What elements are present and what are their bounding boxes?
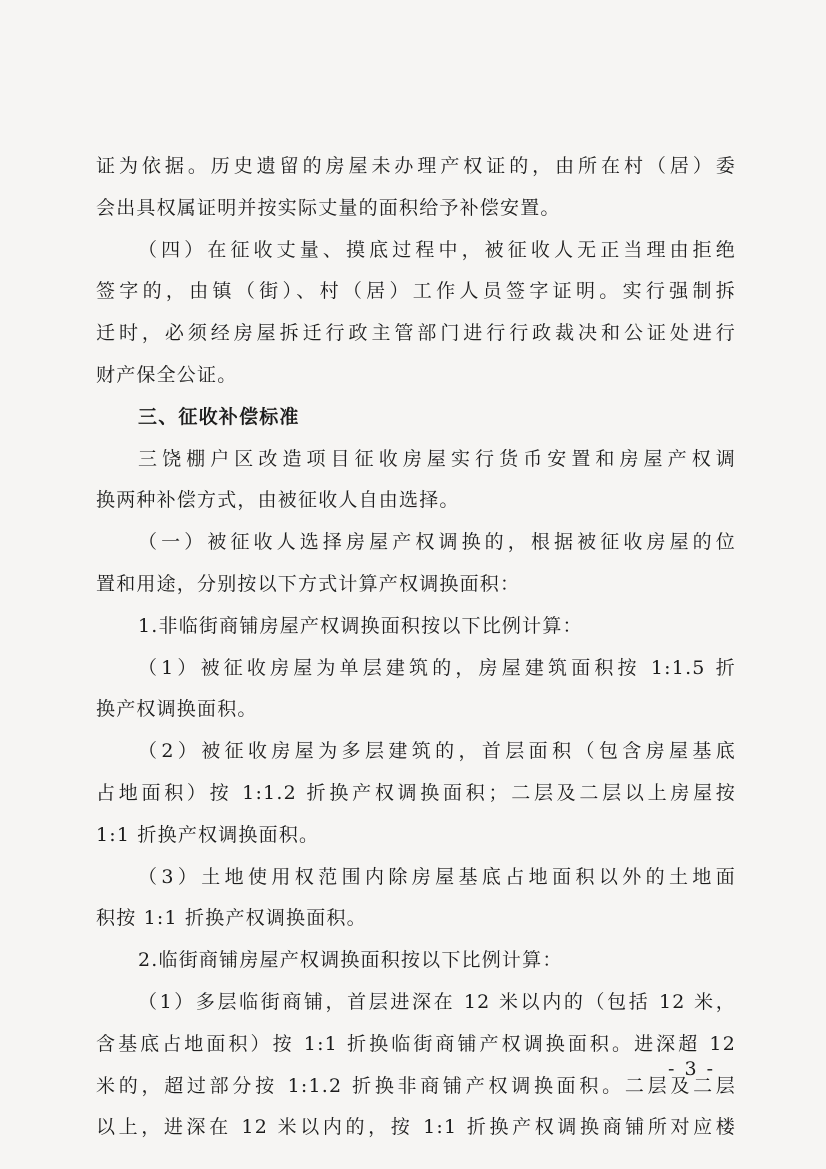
text-line: （一）被征收人选择房屋产权调换的，根据被征收房屋的位 bbox=[138, 531, 736, 554]
text-line: 证为依据。历史遗留的房屋未办理产权证的，由所在村（居）委 bbox=[96, 155, 736, 177]
text-line: 三饶棚户区改造项目征收房屋实行货币安置和房屋产权调 bbox=[138, 447, 736, 470]
text-line: 换产权调换面积。 bbox=[96, 698, 258, 721]
body-text bbox=[96, 146, 736, 1149]
page-number: - 3 - bbox=[668, 1058, 716, 1080]
text-line: 1:1 折换产权调换面积。 bbox=[96, 823, 320, 846]
text-line: （1）被征收房屋为单层建筑的，房屋建筑面积按 1:1.5 折 bbox=[138, 656, 736, 679]
text-line: 会出具权属证明并按实际丈量的面积给予补偿安置。 bbox=[96, 196, 561, 219]
text-line: 以上，进深在 12 米以内的，按 1:1 折换产权调换商铺所对应楼 bbox=[96, 1116, 736, 1139]
text-line: 签字的，由镇（街）、村（居）工作人员签字证明。实行强制拆 bbox=[96, 280, 736, 303]
text-line: 占地面积）按 1:1.2 折换产权调换面积；二层及二层以上房屋按 bbox=[96, 781, 736, 804]
text-line: （四）在征收丈量、摸底过程中，被征收人无正当理由拒绝 bbox=[138, 238, 736, 261]
text-line: 换两种补偿方式，由被征收人自由选择。 bbox=[96, 489, 460, 512]
text-line: 财产保全公证。 bbox=[96, 363, 238, 386]
text-line: 含基底占地面积）按 1:1 折换临街商铺产权调换面积。进深超 12 bbox=[96, 1032, 736, 1055]
text-line: （2）被征收房屋为多层建筑的，首层面积（包含房屋基底 bbox=[138, 740, 736, 763]
text-line: 置和用途，分别按以下方式计算产权调换面积： bbox=[96, 572, 521, 595]
text-line: 米的，超过部分按 1:1.2 折换非商铺产权调换面积。二层及二层 bbox=[96, 1074, 736, 1097]
text-line: 积按 1:1 折换产权调换面积。 bbox=[96, 907, 367, 930]
text-line: 2.临街商铺房屋产权调换面积按以下比例计算： bbox=[138, 949, 563, 972]
section-heading: 三、征收补偿标准 bbox=[138, 405, 300, 428]
text-line: （1）多层临街商铺，首层进深在 12 米以内的（包括 12 米， bbox=[138, 990, 736, 1013]
text-line: 迁时，必须经房屋拆迁行政主管部门进行行政裁决和公证处进行 bbox=[96, 322, 736, 345]
text-line: 1.非临街商铺房屋产权调换面积按以下比例计算： bbox=[138, 614, 583, 637]
text-line: （3）土地使用权范围内除房屋基底占地面积以外的土地面 bbox=[138, 865, 736, 888]
